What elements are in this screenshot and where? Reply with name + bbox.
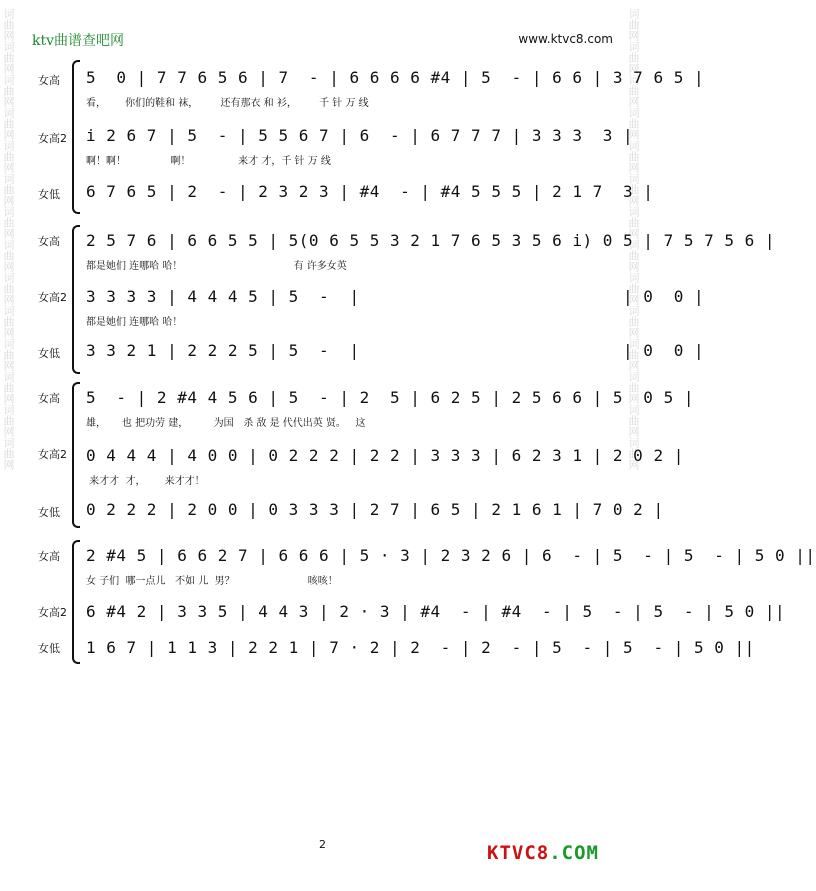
notation-line: 0 4 4 4 | 4 0 0 | 0 2 2 2 | 2 2 | 3 3 3 | 6 2 3 1 | 2 0 2 |	[86, 446, 684, 465]
lyric-line: 雄， 也 把功劳 建， 为国 杀 敌 是 代代出英 贤。 这	[86, 418, 366, 429]
lyric-line: 女 子们 哪一点儿 不如 儿 男？ 咳咳！	[86, 576, 338, 587]
system-brace	[72, 382, 80, 528]
lyric-line: 都是她们 连哪哈 哈！	[86, 317, 183, 328]
notation-line: 6 #4 2 | 3 3 5 | 4 4 3 | 2 · 3 | #4 - | #4 - | 5 - | 5 - | 5 0 ||	[86, 602, 786, 621]
watermark-left: 词曲网词曲网词曲网词曲网词曲网词曲网词曲网词曲网词曲网词曲网词曲网词曲网词曲网词曲网	[2, 8, 15, 470]
lyric-line: 都是她们 连哪哈 哈！ 有 许多女英	[86, 261, 347, 272]
notation-line: 3 3 2 1 | 2 2 2 5 | 5 - | | 0 0 |	[86, 341, 705, 360]
score-system-4	[0, 540, 816, 665]
notation-line: 1 6 7 | 1 1 3 | 2 2 1 | 7 · 2 | 2 - | 2 - | 5 - | 5 - | 5 0 ||	[86, 638, 755, 657]
site-url[interactable]: www.ktvc8.com	[518, 32, 613, 46]
part-label: 女低	[38, 347, 60, 360]
part-label: 女高2	[38, 132, 67, 145]
part-label: 女低	[38, 642, 60, 655]
score-system-2	[0, 225, 776, 375]
logo-suffix: .COM	[549, 842, 599, 864]
part-label: 女高	[38, 74, 60, 87]
footer-logo[interactable]	[487, 842, 599, 864]
score-system-1	[0, 60, 705, 220]
notation-line: 2 #4 5 | 6 6 2 7 | 6 6 6 | 5 · 3 | 2 3 2 6 | 6 - | 5 - | 5 - | 5 0 ||	[86, 546, 816, 565]
lyric-line: 啊！啊！ 啊！ 来才 才，千 针 万 线	[86, 156, 331, 167]
part-label: 女低	[38, 506, 60, 519]
notation-line: 0 2 2 2 | 2 0 0 | 0 3 3 3 | 2 7 | 6 5 | 2 1 6 1 | 7 0 2 |	[86, 500, 664, 519]
lyric-line: 来才才 才， 来才才！	[86, 476, 205, 487]
logo-text: KTVC8	[487, 842, 550, 864]
notation-line: 3 3 3 3 | 4 4 4 5 | 5 - | | 0 0 |	[86, 287, 705, 306]
page-number: 2	[319, 838, 326, 851]
site-name[interactable]: ktv曲谱查吧网	[32, 33, 125, 49]
part-label: 女高	[38, 392, 60, 405]
notation-line: 6 7 6 5 | 2 - | 2 3 2 3 | #4 - | #4 5 5 5 | 2 1 7 3 |	[86, 182, 654, 201]
part-label: 女高	[38, 235, 60, 248]
part-label: 女高2	[38, 448, 67, 461]
system-brace	[72, 225, 80, 374]
watermark-right: 词曲网词曲网词曲网词曲网词曲网词曲网词曲网词曲网词曲网词曲网词曲网词曲网词曲网词曲网	[627, 8, 640, 470]
notation-line: 5 0 | 7 7 6 5 6 | 7 - | 6 6 6 6 #4 | 5 - | 6 6 | 3 7 6 5 |	[86, 68, 705, 87]
notation-line: i 2 6 7 | 5 - | 5 5 6 7 | 6 - | 6 7 7 7 | 3 3 3 3 |	[86, 126, 634, 145]
notation-line: 5 - | 2 #4 4 5 6 | 5 - | 2 5 | 6 2 5 | 2 5 6 6 | 5 0 5 |	[86, 388, 694, 407]
system-brace	[72, 60, 80, 214]
part-label: 女高2	[38, 291, 67, 304]
lyric-line: 看， 你们的鞋和 袜， 还有那衣 和 衫， 千 针 万 线	[86, 98, 369, 109]
score-system-3	[0, 382, 694, 532]
part-label: 女高2	[38, 606, 67, 619]
part-label: 女低	[38, 188, 60, 201]
notation-line: 2 5 7 6 | 6 6 5 5 | 5(0 6 5 5 3 2 1 7 6 5 3 5 6 i) 0 5 | 7 5 7 5 6 |	[86, 231, 776, 250]
part-label: 女高	[38, 550, 60, 563]
system-brace	[72, 540, 80, 664]
